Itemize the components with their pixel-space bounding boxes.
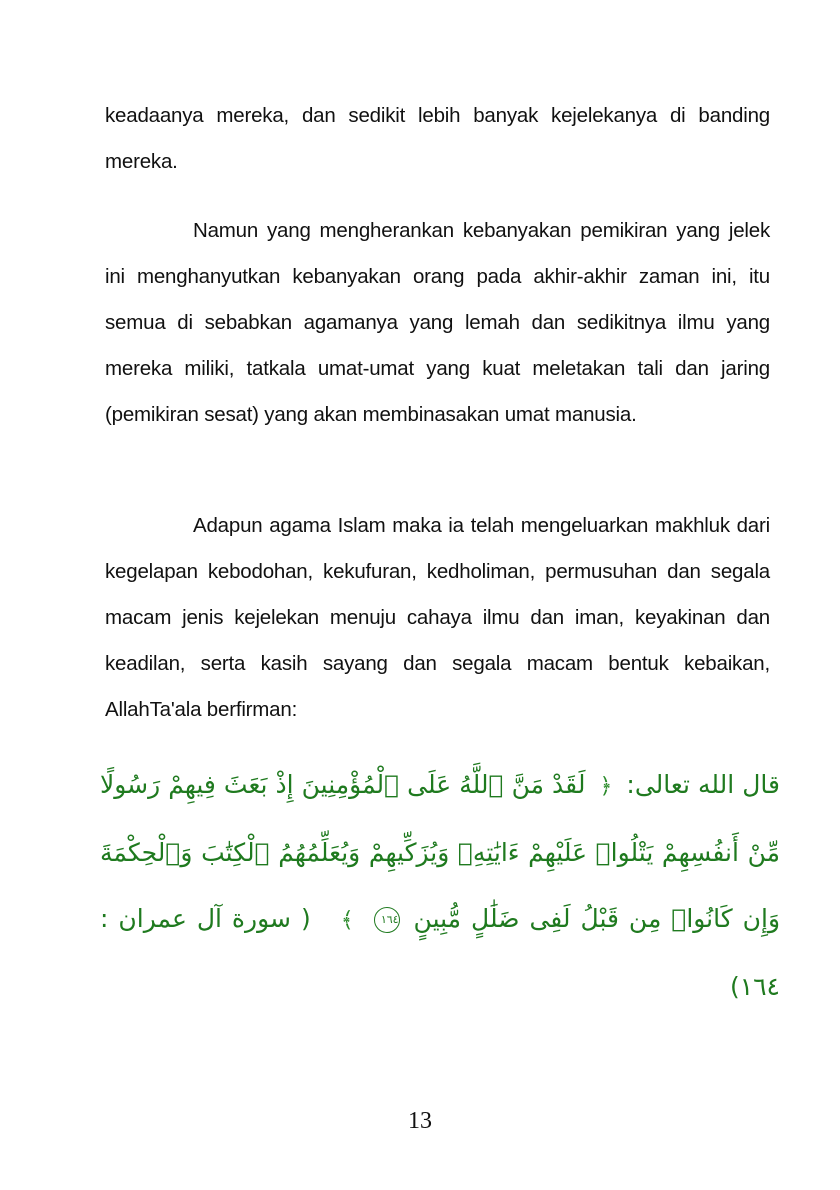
quote-intro: قال الله تعالى: bbox=[626, 770, 780, 799]
surah-reference: ( سورة آل عمران : ١٦٤) bbox=[100, 904, 780, 1001]
paragraph-text: Adapun agama Islam maka ia telah mengeluarkan makhluk dari kegelapan kebodohan, kekufuran, kedholiman, permusuhan dan segala macam jenis kejelekan menuju cahaya ilmu dan iman, keyakinan dan keadilan, serta kasih sayang dan segala macam bentuk kebaikan, AllahTa'ala berfirman: bbox=[105, 514, 770, 721]
paragraph-text: Namun yang mengherankan kebanyakan pemikiran yang jelek ini menghanyutkan kebanyakan orang pada akhir-akhir zaman ini, itu semua di sebabkan agamanya yang lemah dan sedikitnya ilmu yang mereka miliki, tatkala umat-umat yang kuat meletakan tali dan jaring (pemikiran sesat) yang akan membinasakan umat manusia. bbox=[105, 219, 770, 426]
ornate-bracket-close-icon: ﴾ bbox=[340, 908, 354, 933]
quran-quote bbox=[100, 752, 780, 1020]
quran-verse: لَقَدْ مَنَّ ٱللَّهُ عَلَى ٱلْمُؤْمِنِينَ إِذْ بَعَثَ فِيهِمْ رَسُولًا مِّنْ أَنفُسِهِمْ يَتْلُوا۟ عَلَيْهِمْ ءَايَٰتِهِۦ وَيُزَكِّيهِمْ وَيُعَلِّمُهُمُ ٱلْكِتَٰبَ وَٱلْحِكْمَةَ وَإِن كَانُوا۟ مِن قَبْلُ لَفِى ضَلَٰلٍ مُّبِينٍ bbox=[100, 770, 781, 933]
paragraph-2 bbox=[105, 208, 770, 438]
page-number: 13 bbox=[408, 1108, 432, 1134]
paragraph-text: keadaanya mereka, dan sedikit lebih banyak kejelekanya di banding mereka. bbox=[105, 104, 770, 173]
paragraph-1 bbox=[105, 93, 770, 185]
paragraph-3 bbox=[105, 503, 770, 733]
ornate-bracket-open-icon: ﴿ bbox=[599, 774, 613, 799]
ayah-number-marker-icon: ١٦٤ bbox=[374, 907, 400, 933]
